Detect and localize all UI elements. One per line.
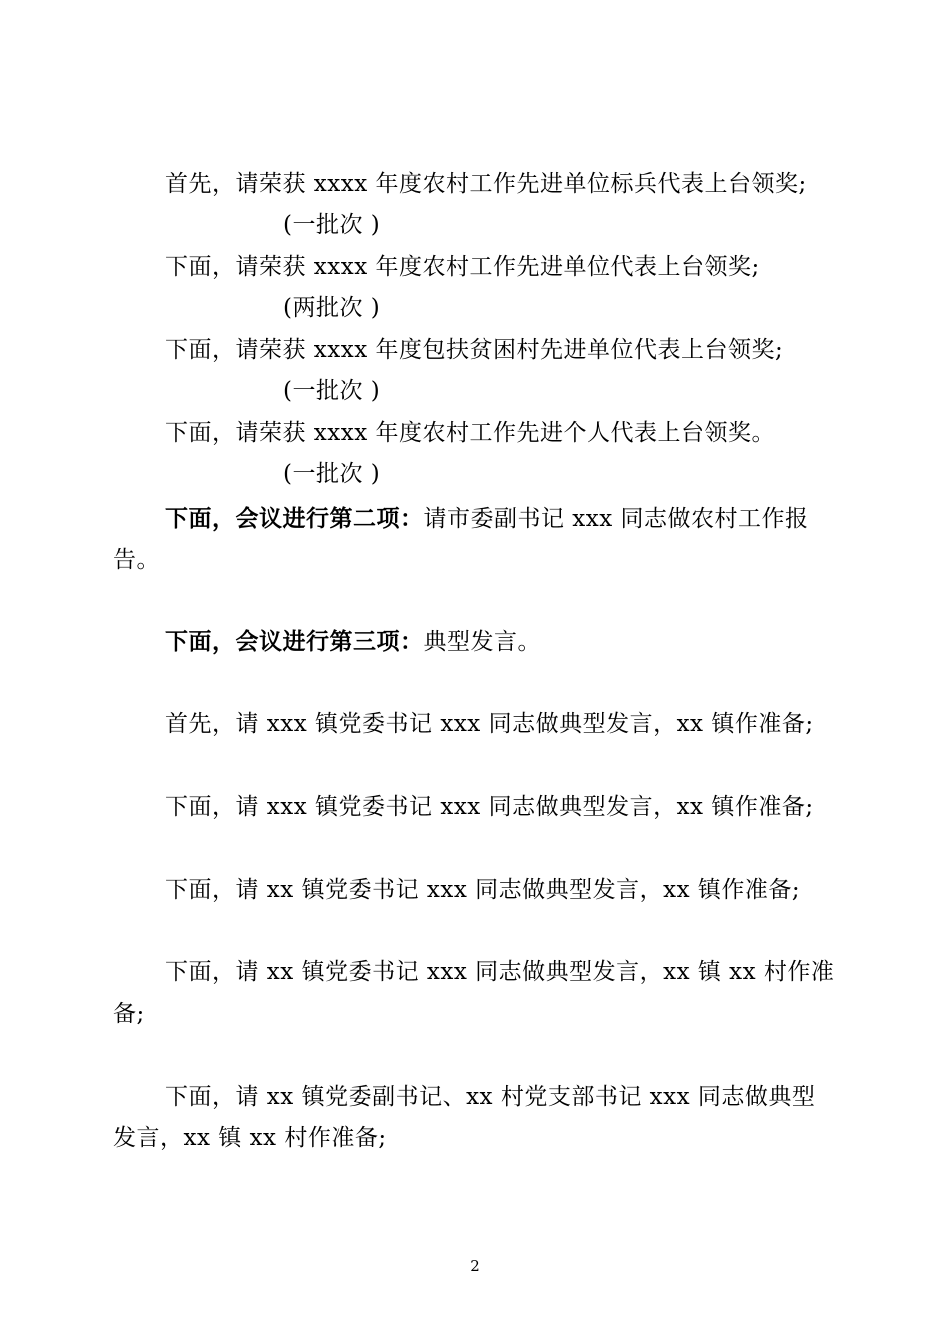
speech-line-4-cont: 备; (113, 1001, 145, 1027)
speech-line-2: 下面，请 xxx 镇党委书记 xxx 同志做典型发言，xx 镇作准备; (165, 794, 814, 820)
award-line-3: 下面，请荣获 xxxx 年度包扶贫困村先进单位代表上台领奖; (165, 337, 784, 363)
speech-line-4: 下面，请 xx 镇党委书记 xxx 同志做典型发言，xx 镇 xx 村作准 (165, 959, 835, 985)
award-batch-1: (一批次 ) (283, 212, 381, 238)
item2-text-cont: 告。 (113, 547, 160, 573)
item3-heading: 下面，会议进行第三项： (165, 628, 424, 655)
item3-text: 典型发言。 (423, 629, 541, 655)
award-line-4: 下面，请荣获 xxxx 年度农村工作先进个人代表上台领奖。 (165, 420, 776, 446)
item3-paragraph (165, 628, 541, 656)
award-batch-2: (两批次 ) (283, 295, 381, 321)
page-number: 2 (470, 1257, 480, 1275)
item2-text: 请市委副书记 xxx 同志做农村工作报 (423, 506, 809, 532)
speech-line-5: 下面，请 xx 镇党委副书记、xx 村党支部书记 xxx 同志做典型 (165, 1084, 816, 1110)
speech-line-3: 下面，请 xx 镇党委书记 xxx 同志做典型发言，xx 镇作准备; (165, 877, 801, 903)
award-line-1: 首先，请荣获 xxxx 年度农村工作先进单位标兵代表上台领奖; (165, 171, 807, 197)
speech-line-1: 首先，请 xxx 镇党委书记 xxx 同志做典型发言，xx 镇作准备; (165, 711, 814, 737)
item2-paragraph (165, 505, 809, 533)
award-line-2: 下面，请荣获 xxxx 年度农村工作先进单位代表上台领奖; (165, 254, 760, 280)
speech-line-5-cont: 发言，xx 镇 xx 村作准备; (113, 1125, 387, 1151)
award-batch-4: (一批次 ) (283, 461, 381, 487)
item2-heading: 下面，会议进行第二项： (165, 505, 424, 532)
award-batch-3: (一批次 ) (283, 378, 381, 404)
